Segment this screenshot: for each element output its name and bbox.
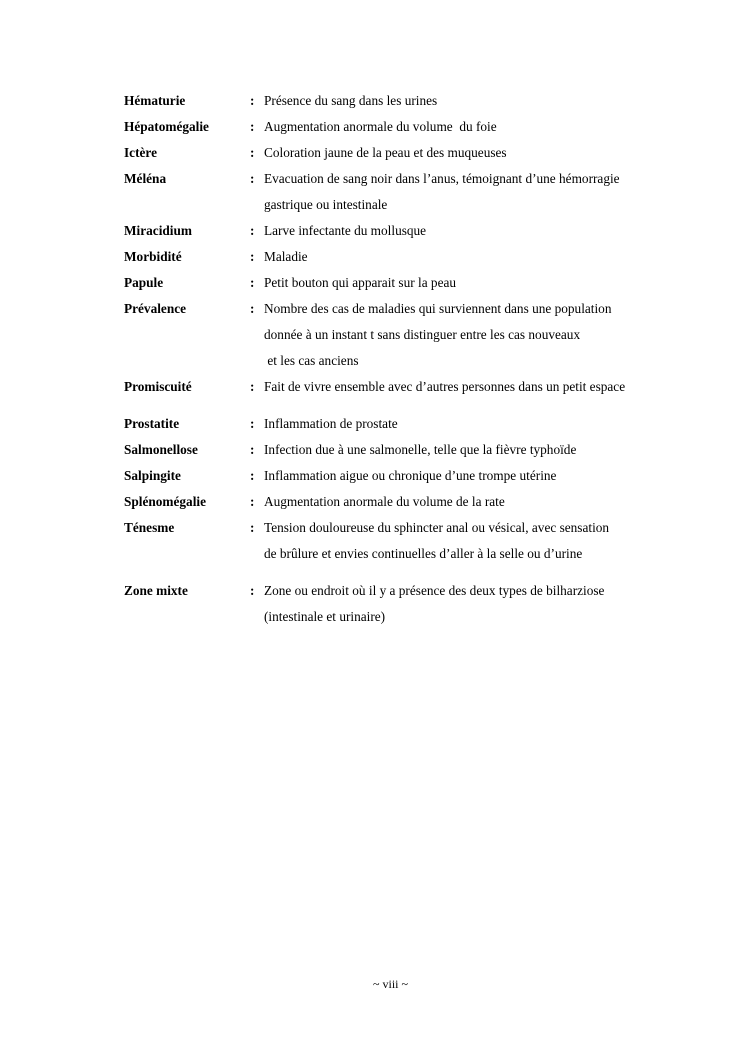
glossary-definition [264, 374, 684, 400]
definition-line: Coloration jaune de la peau et des muqueuses [264, 145, 507, 160]
glossary-definition [264, 296, 684, 374]
glossary-term: Méléna [124, 171, 167, 186]
definition-line: Maladie [264, 249, 308, 264]
glossary-entry [124, 296, 684, 374]
definition-line: Nombre des cas de maladies qui surviennent dans une population [264, 301, 612, 316]
definition-line: Augmentation anormale du volume du foie [264, 119, 497, 134]
glossary-definition [264, 88, 684, 114]
glossary-separator: : [250, 301, 255, 316]
glossary-entry [124, 578, 684, 630]
glossary-entry [124, 114, 684, 140]
glossary-separator: : [250, 145, 255, 160]
definition-line: et les cas anciens [264, 353, 359, 368]
glossary-definition [264, 411, 684, 437]
glossary-entry [124, 463, 684, 489]
definition-line: Zone ou endroit où il y a présence des deux types de bilharziose [264, 583, 605, 598]
glossary-entry [124, 88, 684, 114]
definition-line: (intestinale et urinaire) [264, 609, 386, 624]
glossary-definition [264, 114, 684, 140]
glossary-definition [264, 270, 684, 296]
glossary-entry [124, 140, 684, 166]
glossary-definition [264, 515, 684, 567]
glossary-entry [124, 270, 684, 296]
glossary-term: Zone mixte [124, 583, 188, 598]
glossary-definition [264, 463, 684, 489]
definition-line: Infection due à une salmonelle, telle que la fièvre typhoïde [264, 442, 577, 457]
glossary-term: Hématurie [124, 93, 186, 108]
definition-line: Larve infectante du mollusque [264, 223, 427, 238]
glossary-definition [264, 437, 684, 463]
glossary-term: Salmonellose [124, 442, 198, 457]
glossary-definition [264, 489, 684, 515]
glossary-term: Prostatite [124, 416, 180, 431]
glossary-entry [124, 166, 684, 218]
glossary-separator: : [250, 468, 255, 483]
glossary-list [124, 88, 684, 630]
glossary-term: Salpingite [124, 468, 181, 483]
glossary-term: Promiscuité [124, 379, 192, 394]
glossary-entry [124, 515, 684, 567]
glossary-definition [264, 218, 684, 244]
glossary-term: Morbidité [124, 249, 182, 264]
glossary-separator: : [250, 520, 255, 535]
glossary-term: Prévalence [124, 301, 187, 316]
glossary-separator: : [250, 583, 255, 598]
glossary-separator: : [250, 119, 255, 134]
glossary-term: Miracidium [124, 223, 192, 238]
definition-line: Augmentation anormale du volume de la rate [264, 494, 505, 509]
definition-line: gastrique ou intestinale [264, 197, 388, 212]
definition-line: Petit bouton qui apparait sur la peau [264, 275, 457, 290]
definition-line: Inflammation de prostate [264, 416, 398, 431]
glossary-separator: : [250, 379, 255, 394]
definition-line: de brûlure et envies continuelles d’aller à la selle ou d’urine [264, 546, 583, 561]
glossary-separator: : [250, 223, 255, 238]
glossary-term: Papule [124, 275, 164, 290]
glossary-definition [264, 244, 684, 270]
glossary-definition [264, 578, 684, 630]
glossary-separator: : [250, 442, 255, 457]
definition-line: donnée à un instant t sans distinguer entre les cas nouveaux [264, 327, 581, 342]
glossary-term: Hépatomégalie [124, 119, 209, 134]
definition-line: Tension douloureuse du sphincter anal ou vésical, avec sensation [264, 520, 610, 535]
glossary-entry [124, 374, 684, 400]
glossary-entry [124, 437, 684, 463]
glossary-separator: : [250, 249, 255, 264]
glossary-separator: : [250, 494, 255, 509]
glossary-separator: : [250, 275, 255, 290]
glossary-entry [124, 411, 684, 437]
glossary-separator: : [250, 93, 255, 108]
glossary-entry [124, 489, 684, 515]
definition-line: Fait de vivre ensemble avec d’autres personnes dans un petit espace [264, 379, 626, 394]
page-number: ~ viii ~ [373, 977, 408, 991]
definition-line: Inflammation aigue ou chronique d’une trompe utérine [264, 468, 557, 483]
glossary-term: Ténesme [124, 520, 175, 535]
glossary-definition [264, 140, 684, 166]
glossary-definition [264, 166, 684, 218]
glossary-term: Ictère [124, 145, 157, 160]
definition-line: Présence du sang dans les urines [264, 93, 438, 108]
glossary-entry [124, 244, 684, 270]
glossary-separator: : [250, 171, 255, 186]
glossary-entry [124, 218, 684, 244]
glossary-term: Splénomégalie [124, 494, 206, 509]
definition-line: Evacuation de sang noir dans l’anus, témoignant d’une hémorragie [264, 171, 620, 186]
glossary-separator: : [250, 416, 255, 431]
